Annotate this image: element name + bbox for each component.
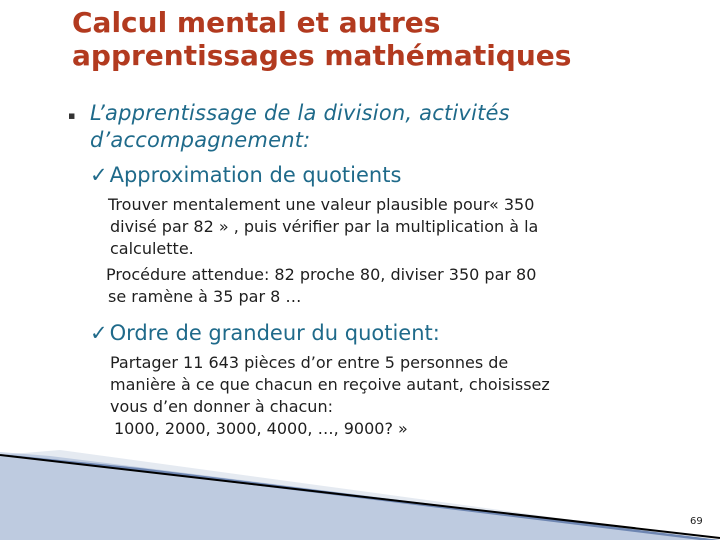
subheading-approximation-text: Approximation de quotients	[109, 163, 402, 187]
page-number: 69	[690, 516, 703, 527]
subheading-order-of-magnitude	[90, 320, 440, 347]
title-line-1: Calcul mental et autres	[72, 6, 441, 39]
paragraph-line: Trouver mentalement une valeur plausible pour« 350	[108, 195, 535, 214]
main-bullet	[68, 100, 628, 154]
bullet-line-1: L’apprentissage de la division, activités	[90, 101, 510, 125]
subheading-order-text: Ordre de grandeur du quotient:	[109, 321, 440, 345]
paragraph-line: se ramène à 35 par 8 …	[108, 287, 302, 306]
paragraph-line: calculette.	[110, 239, 194, 258]
subheading-approximation	[90, 162, 401, 189]
checkmark-icon: ✓	[90, 321, 108, 345]
bullet-text	[90, 100, 628, 154]
bullet-line-2: d’accompagnement:	[90, 128, 311, 152]
title-line-2: apprentissages mathématiques	[72, 39, 572, 72]
paragraph-line: manière à ce que chacun en reçoive autant, choisissez	[110, 375, 550, 394]
paragraph-line: Partager 11 643 pièces d’or entre 5 personnes de	[110, 353, 509, 372]
decorative-slope-stripe	[0, 450, 720, 540]
paragraph-line: divisé par 82 » , puis vérifier par la multiplication à la	[110, 217, 539, 236]
paragraph-sharing-problem	[110, 352, 550, 440]
paragraph-expected-procedure	[106, 264, 536, 308]
paragraph-line: 1000, 2000, 3000, 4000, …, 9000? »	[114, 419, 408, 438]
paragraph-line: Procédure attendue: 82 proche 80, diviser 350 par 80	[106, 265, 537, 284]
checkmark-icon: ✓	[90, 163, 108, 187]
square-bullet-icon: ▪	[68, 109, 76, 122]
paragraph-line: vous d’en donner à chacun:	[110, 397, 333, 416]
slide-title	[72, 6, 672, 72]
paragraph-approximation-task	[108, 194, 538, 260]
